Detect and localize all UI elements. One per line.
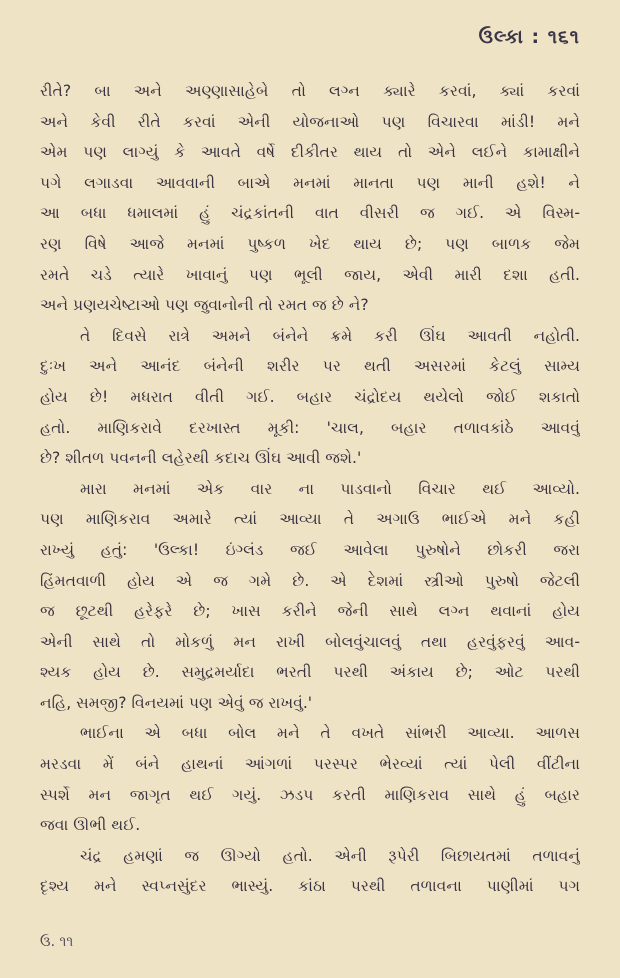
text-line: ચંદ્ર હમણાં જ ઊગ્યો હતો. એની રૂપેરી બિછાયતમાં તળાવનું [80,846,580,865]
text-line: અને પ્રણયચેષ્ટાઓ પણ જુવાનોની તો રમત જ છે ને? [40,296,369,315]
text-line: અને કેવી રીતે કરવાં એની યોજનાઓ પણ વિચારવા માંડી! મને [40,112,580,131]
text-line: સ્પર્શે મન જાગૃત થઈ ગયું. ઝડપ કરતી માણિકરાવ સાથે હું બહાર [40,785,580,804]
text-line: તે દિવસે રાત્રે અમને બંનેને ક્રમે કરી ઊંઘ આવતી નહોતી. [80,326,580,345]
text-line: ભાઈના એ બધા બોલ મને તે વખતે સાંભરી આવ્યા. આળસ [80,724,580,743]
text-line: દુઃખ અને આનંદ બંનેની શરીર પર થતી અસરમાં કેટલું સામ્ય [40,357,580,376]
text-line: જ છૂટથી હરેફરે છે; ખાસ કરીને જેની સાથે લગ્ન થવાનાં હોય [40,602,580,621]
text-line: શ્યક હોય છે. સમુદ્રમર્યાદા ભરતી પરથી અંકાય છે; ઓટ પરથી [40,663,580,682]
text-line: રાખ્યું હતું: 'ઉલ્કા! ઇંગ્લંડ જઈ આવેલા પુરુષોને છોકરી જરા [40,540,580,559]
text-line: હિંમતવાળી હોય એ જ ગમે છે. એ દેશમાં સ્ત્રીઓ પુરુષો જેટલી [40,571,580,590]
text-line: હોય છે! મધરાત વીતી ગઈ. બહાર ચંદ્રોદય થયેલો જોઈ શકાતો [40,387,580,406]
folio-signature: ઉ. ૧૧ [40,934,74,950]
text-line: હતો. માણિકરાવે દરખાસ્ત મૂકી: 'ચાલ, બહાર તળાવકાંઠે આવવું [40,418,580,437]
body-text [40,76,580,902]
text-line: મરડવા મેં બંને હાથનાં આંગળાં પરસ્પર ભેરવ્યાં ત્યાં પેલી વીંટીના [40,755,580,774]
text-line: પણ માણિકરાવ અમારે ત્યાં આવ્યા તે અગાઉ ભાઈએ મને કહી [40,510,580,529]
text-line: પગે લગાડવા આવવાની બાએ મનમાં માનતા પણ માની હશે! ને [40,173,580,192]
text-line: એમ પણ લાગ્યું કે આવતે વર્ષે દીકીતર થાય તો એને લઈને કામાક્ષીને [40,143,580,162]
text-line: રણ વિષે આજે મનમાં પુષ્કળ ખેદ થાય છે; પણ બાળક જેમ [40,234,580,253]
text-line: રીતે? બા અને અણ્ણાસાહેબે તો લગ્ન ક્યારે કરવાં, ક્યાં કરવાં [40,82,580,100]
text-line: દૃશ્ય મને સ્વપ્નસુંદર ભાસ્યું. કાંઠા પરથી તળાવના પાણીમાં પગ [40,877,580,896]
text-line: મારા મનમાં એક વાર ના પાડવાનો વિચાર થઈ આવ્યો. [80,479,580,498]
text-line: જવા ઊભી થઈ. [40,816,141,835]
running-head: ઉલ્કા : ૧૬૧ [478,26,580,48]
text-line: છે? શીતળ પવનની લહેરથી કદાચ ઊંઘ આવી જશે.' [40,449,362,468]
text-line: નહિ, સમજી? વિનયમાં પણ એવું જ રાખવું.' [40,693,313,712]
text-line: રમતે ચડે ત્યારે ખાવાનું પણ ભૂલી જાય, એવી મારી દશા હતી. [40,265,580,284]
text-line: આ બધા ધમાલમાં હું ચંદ્રકાંતની વાત વીસરી જ ગઈ. એ વિસ્મ- [40,204,580,223]
text-line: એની સાથે તો મોકળું મન રાખી બોલવુંચાલવું તથા હરવુંફરવું આવ- [40,632,580,651]
